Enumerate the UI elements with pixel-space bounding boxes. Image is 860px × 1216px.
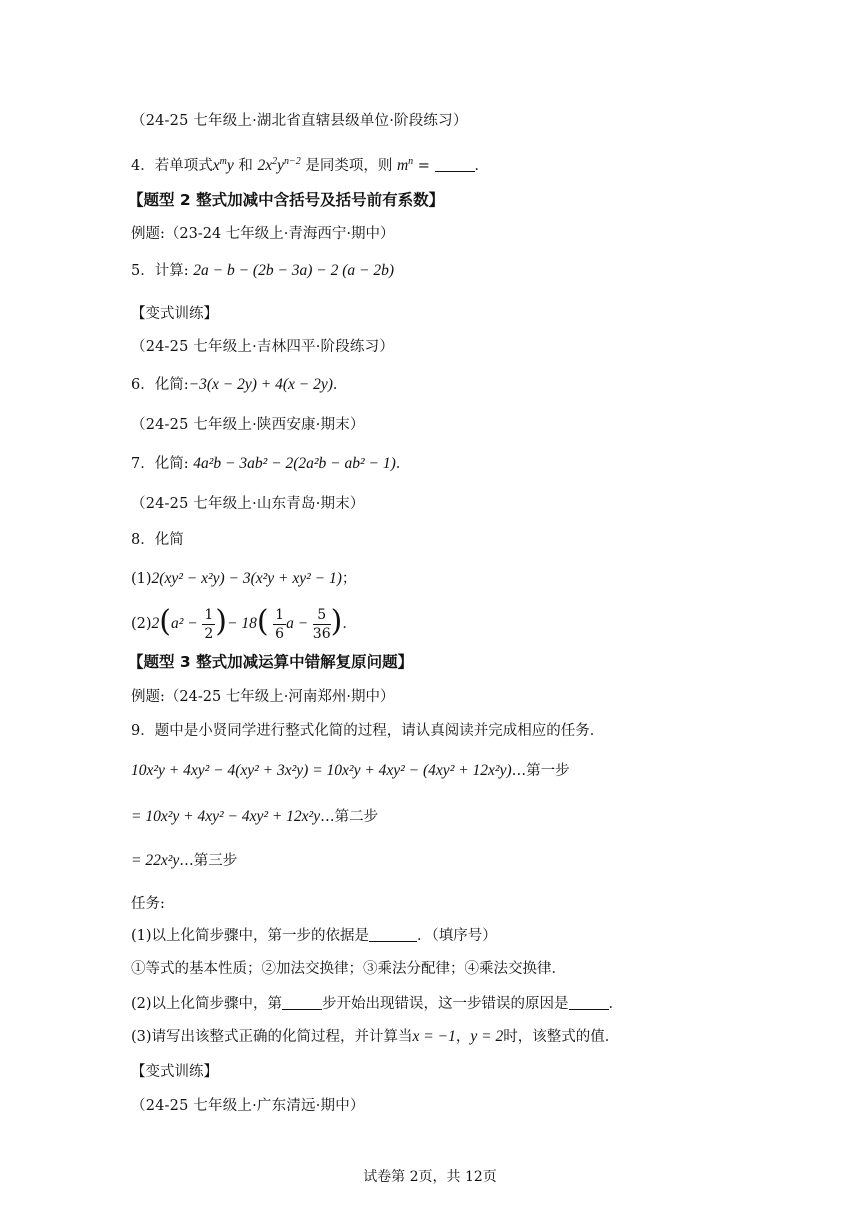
step-1: 10x²y + 4xy² − 4(xy² + 3x²y) = 10x²y + 4xy² − (4xy² + 12x²y)…第一步 (131, 762, 570, 779)
step-2: = 10x²y + 4xy² − 4xy² + 12x²y…第二步 (131, 808, 379, 825)
source-line: （24-25 七年级上·广东清远·期中） (131, 1098, 365, 1114)
question-8: 8．化简 (131, 532, 184, 548)
task-1: (1)以上化简步骤中，第一步的依据是 ．（填序号） (131, 928, 497, 944)
task-label: 任务: (131, 896, 165, 912)
answer-blank[interactable] (435, 157, 475, 172)
answer-blank[interactable] (369, 927, 417, 942)
source-line: （24-25 七年级上·吉林四平·阶段练习） (131, 339, 395, 355)
variant-training-label: 【变式训练】 (131, 306, 218, 322)
fraction: $\frac{5}{36}$ (312, 606, 331, 642)
question-5: 5．计算: 2a − b − (2b − 3a) − 2 (a − 2b) (131, 262, 395, 279)
question-4: 4．若单项式$x^my$ 和 $2x^2y^{n-2}$ 是同类项，则 $m^n$ = ． (131, 156, 490, 175)
example-source: 例题:（24-25 七年级上·河南郑州·期中） (131, 689, 395, 705)
answer-blank[interactable] (282, 995, 322, 1010)
task-3: (3)请写出该整式正确的化简过程，并计算当x = −1，y = 2时，该整式的值． (131, 1028, 620, 1045)
fraction: $\frac{1}{6}$ (275, 606, 285, 642)
source-line: （24-25 七年级上·陕西安康·期末） (131, 417, 365, 433)
section-heading-3: 【题型 3 整式加减运算中错解复原问题】 (128, 653, 414, 671)
answer-blank[interactable] (569, 995, 609, 1010)
question-9: 9．题中是小贤同学进行整式化简的过程，请认真阅读并完成相应的任务． (131, 723, 605, 739)
variant-training-label: 【变式训练】 (131, 1064, 218, 1080)
task-1-options: ①等式的基本性质；②加法交换律；③乘法分配律；④乘法交换律． (131, 961, 566, 977)
page-footer: 试卷第 2页，共 12页 (363, 1169, 497, 1185)
example-source: 例题:（23-24 七年级上·青海西宁·期中） (131, 226, 395, 242)
fraction: $\frac{1}{2}$ (204, 606, 214, 642)
question-7: 7．化简: 4a²b − 3ab² − 2(2a²b − ab² − 1)． (131, 455, 411, 472)
question-8-part-2: (2)2(a² − $\frac{1}{2}$ )− 18( $\frac{1}{6}$ a − $\frac{5}{36}$ )． (131, 604, 357, 642)
source-line: （24-25 七年级上·山东青岛·期末） (131, 496, 365, 512)
section-heading-2: 【题型 2 整式加减中含括号及括号前有系数】 (128, 191, 445, 209)
step-3: = 22x²y…第三步 (131, 852, 238, 869)
task-2: (2)以上化简步骤中，第 步开始出现错误，这一步错误的原因是 ． (131, 996, 624, 1012)
question-6: 6．化简:−3(x − 2y) + 4(x − 2y)． (131, 376, 348, 393)
question-8-part-1: (1)2(xy² − x²y) − 3(x²y + xy² − 1)； (131, 570, 357, 587)
source-line: （24-25 七年级上·湖北省直辖县级单位·阶段练习） (131, 113, 468, 129)
